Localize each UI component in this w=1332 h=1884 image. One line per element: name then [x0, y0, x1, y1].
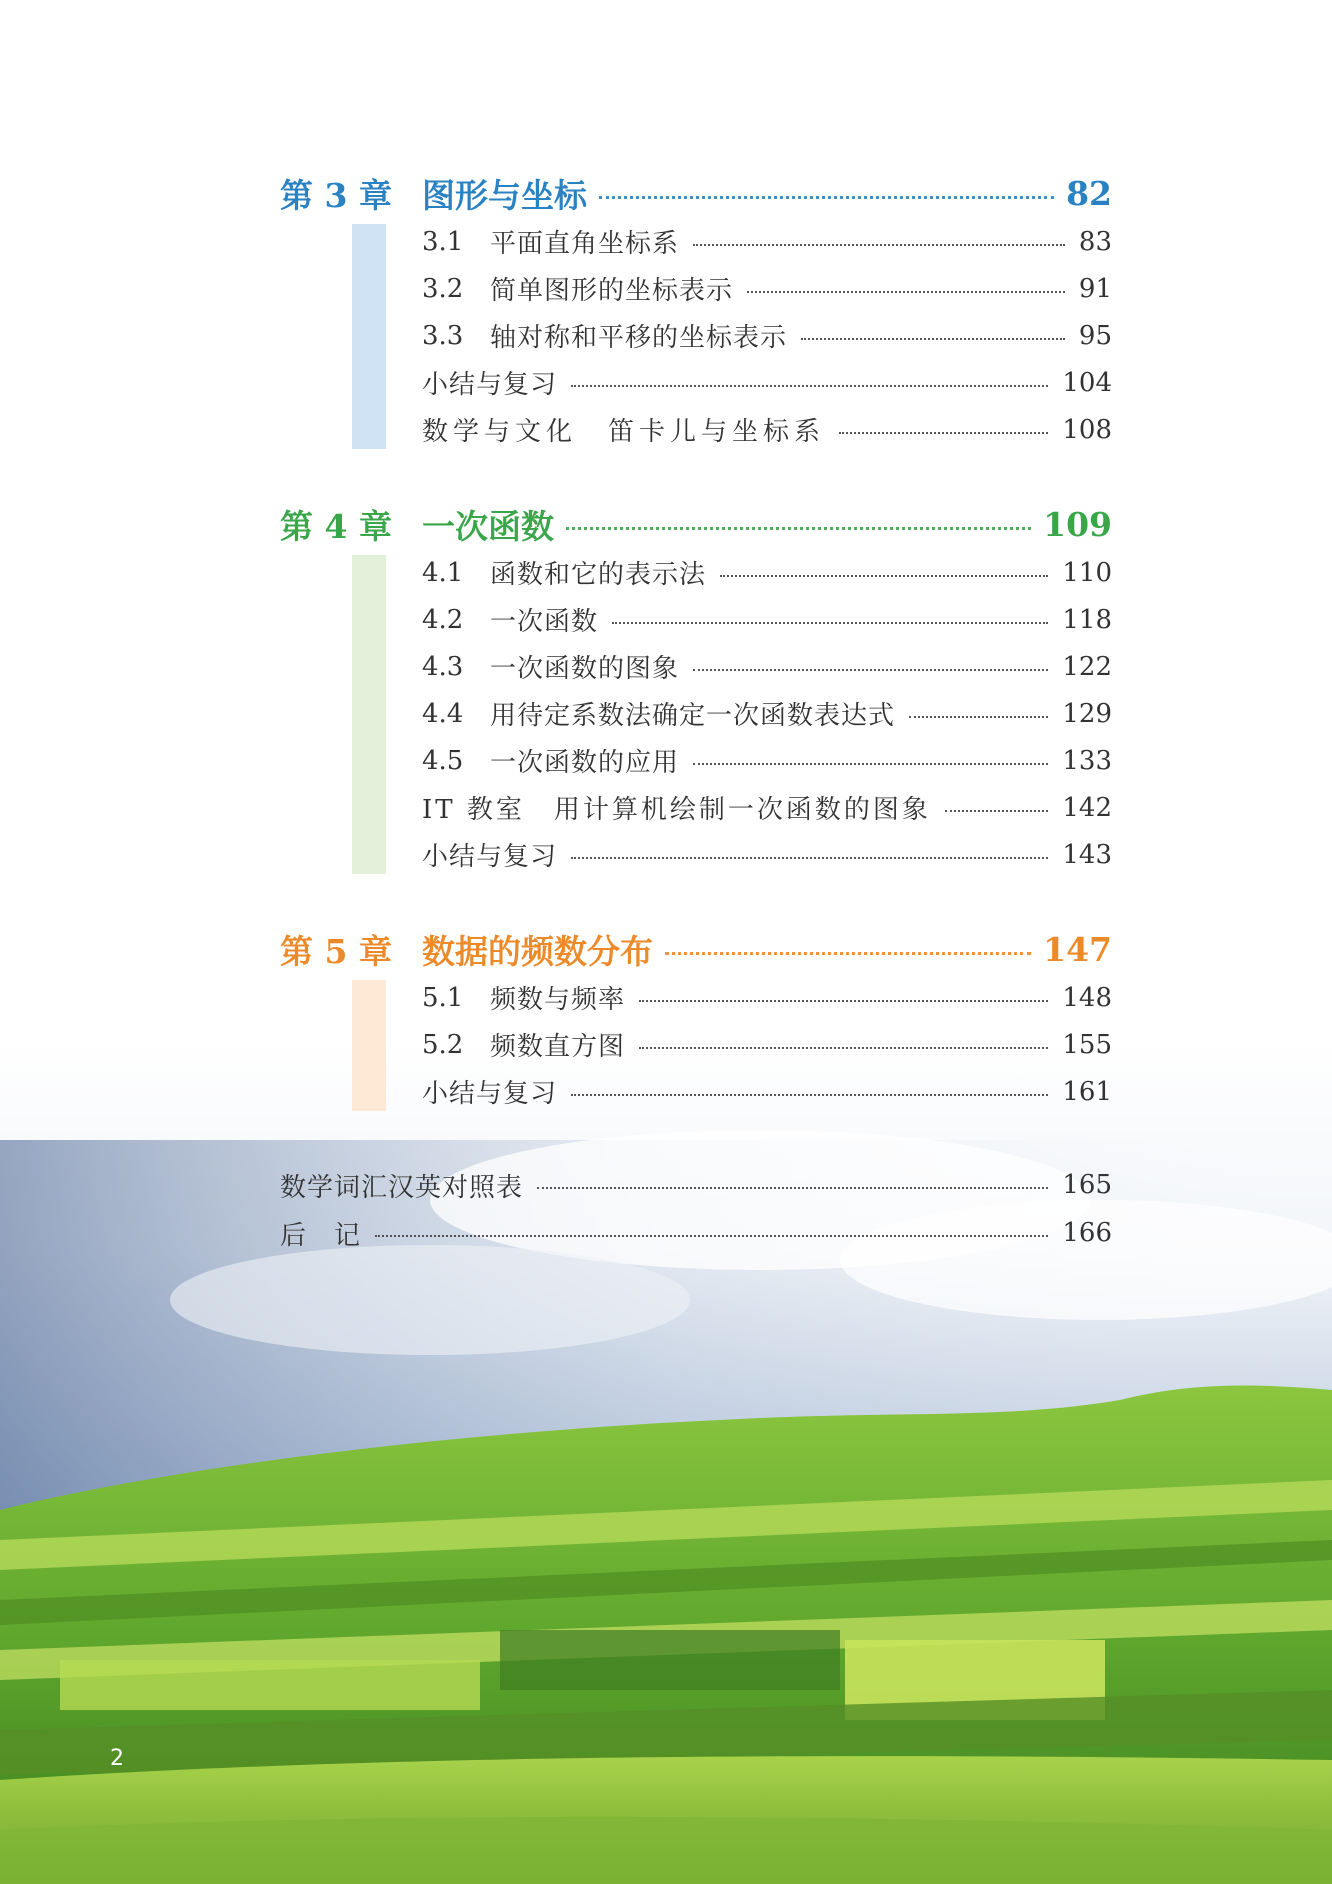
- section-number: 4.1: [422, 557, 464, 588]
- page-number: 2: [110, 1746, 124, 1771]
- toc-entry[interactable]: [422, 596, 1112, 643]
- section-title: 小结与复习: [422, 1079, 558, 1109]
- section-page: 108: [1062, 414, 1112, 445]
- dot-leader: [571, 857, 1048, 859]
- chapter-number: 第 3 章: [280, 175, 392, 215]
- appendix-list: [280, 1161, 1112, 1257]
- section-number: 4.4: [422, 698, 464, 729]
- dot-leader: [720, 575, 1048, 577]
- section-title: 平面直角坐标系: [490, 229, 680, 259]
- section-title: 轴对称和平移的坐标表示: [490, 323, 788, 353]
- chapter-color-bar: [352, 980, 386, 1111]
- section-number: 4.3: [422, 651, 464, 682]
- chapter-page-number: 147: [1043, 929, 1112, 969]
- toc-entry-glossary[interactable]: [280, 1161, 1112, 1209]
- chapter-heading[interactable]: [280, 499, 1112, 549]
- chapter-color-bar: [352, 555, 386, 874]
- dot-leader: [639, 1047, 1048, 1049]
- chapter-page-number: 109: [1043, 504, 1112, 544]
- appendix-page: 165: [1062, 1170, 1112, 1200]
- toc-entry-afterword[interactable]: [280, 1209, 1112, 1257]
- dot-leader: [537, 1187, 1048, 1189]
- chapter-3: [280, 168, 1112, 453]
- section-page: 142: [1062, 792, 1112, 823]
- toc-entry[interactable]: [422, 643, 1112, 690]
- section-title: 用待定系数法确定一次函数表达式: [490, 701, 896, 731]
- dot-leader: [839, 432, 1048, 434]
- section-page: 143: [1062, 839, 1112, 870]
- section-title: 频数直方图: [490, 1032, 626, 1062]
- dot-leader: [639, 1000, 1048, 1002]
- section-title: 频数与频率: [490, 985, 626, 1015]
- dot-leader: [909, 716, 1048, 718]
- section-page: 91: [1078, 273, 1112, 304]
- dot-leader: [801, 338, 1065, 340]
- chapter-color-bar: [352, 224, 386, 449]
- table-of-contents: [280, 168, 1112, 1257]
- dot-leader: [571, 1094, 1048, 1096]
- section-page: 148: [1062, 982, 1112, 1013]
- section-list: [280, 974, 1112, 1115]
- dot-leader: [566, 527, 1031, 530]
- toc-entry[interactable]: [422, 974, 1112, 1021]
- toc-entry[interactable]: [422, 831, 1112, 878]
- chapter-heading[interactable]: [280, 168, 1112, 218]
- section-title: 小结与复习: [422, 842, 558, 872]
- chapter-title: 一次函数: [422, 506, 554, 546]
- section-title: 一次函数的应用: [490, 748, 680, 778]
- section-page: 155: [1062, 1029, 1112, 1060]
- chapter-title: 图形与坐标: [422, 175, 587, 215]
- section-number: 5.1: [422, 982, 464, 1013]
- section-list: [280, 549, 1112, 878]
- dot-leader: [693, 763, 1048, 765]
- section-number: 3.2: [422, 273, 464, 304]
- section-page: 133: [1062, 745, 1112, 776]
- section-title: 函数和它的表示法: [490, 560, 707, 590]
- toc-entry[interactable]: [422, 1068, 1112, 1115]
- toc-entry[interactable]: [422, 690, 1112, 737]
- section-page: 110: [1062, 557, 1112, 588]
- section-title: 一次函数的图象: [490, 654, 680, 684]
- dot-leader: [693, 244, 1065, 246]
- dot-leader: [612, 622, 1048, 624]
- chapter-title: 数据的频数分布: [422, 931, 653, 971]
- chapter-4: [280, 499, 1112, 878]
- section-page: 83: [1078, 226, 1112, 257]
- section-title: IT 教室 用计算机绘制一次函数的图象: [422, 795, 931, 825]
- section-title: 一次函数: [490, 607, 599, 637]
- dot-leader: [571, 385, 1048, 387]
- toc-entry[interactable]: [422, 1021, 1112, 1068]
- section-page: 129: [1062, 698, 1112, 729]
- section-number: 4.5: [422, 745, 464, 776]
- appendix-page: 166: [1062, 1218, 1112, 1248]
- section-page: 95: [1078, 320, 1112, 351]
- section-page: 104: [1062, 367, 1112, 398]
- section-title: 数学与文化 笛卡儿与坐标系: [422, 417, 826, 447]
- section-number: 3.1: [422, 226, 464, 257]
- section-title: 小结与复习: [422, 370, 558, 400]
- chapter-5: [280, 924, 1112, 1115]
- section-number: 5.2: [422, 1029, 464, 1060]
- dot-leader: [599, 196, 1054, 199]
- dot-leader: [375, 1235, 1048, 1237]
- chapter-heading[interactable]: [280, 924, 1112, 974]
- section-page: 161: [1062, 1076, 1112, 1107]
- chapter-number: 第 5 章: [280, 931, 392, 971]
- toc-entry[interactable]: [422, 784, 1112, 831]
- toc-entry[interactable]: [422, 549, 1112, 596]
- dot-leader: [665, 952, 1031, 955]
- section-number: 3.3: [422, 320, 464, 351]
- dot-leader: [693, 669, 1048, 671]
- chapter-page-number: 82: [1066, 173, 1112, 213]
- section-number: 4.2: [422, 604, 464, 635]
- dot-leader: [747, 291, 1065, 293]
- toc-entry[interactable]: [422, 737, 1112, 784]
- section-list: [280, 218, 1112, 453]
- section-title: 简单图形的坐标表示: [490, 276, 734, 306]
- appendix-title: 数学词汇汉英对照表: [280, 1172, 524, 1203]
- toc-entry[interactable]: [422, 265, 1112, 312]
- toc-entry[interactable]: [422, 359, 1112, 406]
- toc-entry[interactable]: [422, 218, 1112, 265]
- dot-leader: [945, 810, 1048, 812]
- section-page: 118: [1062, 604, 1112, 635]
- toc-entry[interactable]: [422, 312, 1112, 359]
- toc-entry[interactable]: [422, 406, 1112, 453]
- appendix-title: 后 记: [280, 1220, 362, 1251]
- chapter-number: 第 4 章: [280, 506, 392, 546]
- section-page: 122: [1062, 651, 1112, 682]
